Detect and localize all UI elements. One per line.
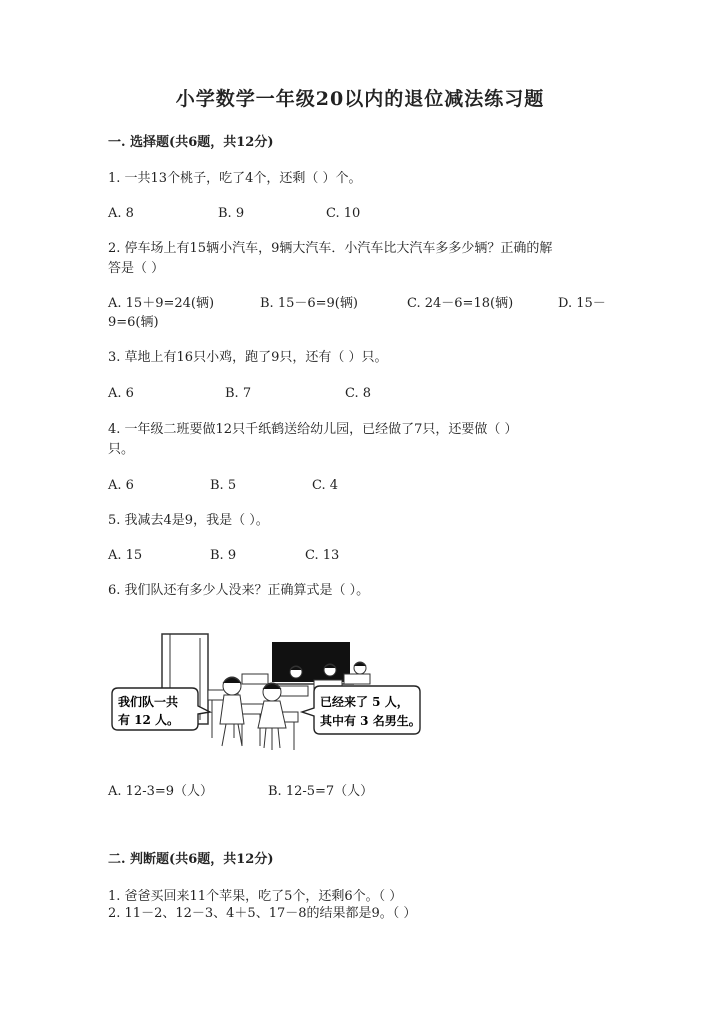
q5-option-c: C. 13	[305, 548, 340, 563]
q1-option-b: B. 9	[218, 206, 245, 221]
q1-option-c: C. 10	[326, 206, 361, 221]
bubble-left-line2: 有 12 人。	[118, 713, 180, 727]
q1-option-a: A. 8	[108, 206, 134, 221]
q4-option-a: A. 6	[108, 478, 134, 493]
q4-stem-line1: 4. 一年级二班要做12只千纸鹤送给幼儿园，已经做了7只，还要做（ ）	[108, 422, 518, 437]
q6-option-a: A. 12-3=9（人）	[108, 784, 214, 799]
q2-stem-line2: 答是（ ）	[108, 261, 165, 276]
q4-option-b: B. 5	[210, 478, 237, 493]
q6-option-b: B. 12-5=7（人）	[268, 784, 374, 799]
judge-q2: 2. 11－2、12－3、4＋5、17－8的结果都是9。（ ）	[108, 906, 417, 921]
bubble-left-line1: 我们队一共	[118, 695, 179, 709]
judge-q1: 1. 爸爸买回来11个苹果，吃了5个，还剩6个。（ ）	[108, 889, 403, 904]
q6-stem: 6. 我们队还有多少人没来？正确算式是（ ）。	[108, 583, 370, 598]
q5-option-a: A. 15	[108, 548, 143, 563]
q2-option-a: A. 15＋9=24(辆)	[108, 296, 215, 311]
q1-stem: 1. 一共13个桃子，吃了4个，还剩（ ）个。	[108, 171, 362, 186]
section1-heading: 一. 选择题(共6题，共12分)	[108, 135, 274, 150]
q2-option-d-wrap: 9=6(辆)	[108, 315, 159, 330]
q3-stem: 3. 草地上有16只小鸡，跑了9只，还有（ ）只。	[108, 350, 388, 365]
q4-stem-line2: 只。	[108, 442, 135, 457]
bubble-right-line2: 其中有 3 名男生。	[320, 714, 421, 728]
q2-option-d: D. 15－	[558, 296, 606, 311]
section2-heading: 二. 判断题(共6题，共12分)	[108, 852, 274, 867]
q5-stem: 5. 我减去4是9，我是（ ）。	[108, 513, 269, 528]
q5-option-b: B. 9	[210, 548, 237, 563]
q3-option-a: A. 6	[108, 386, 134, 401]
classroom-illustration	[108, 628, 428, 760]
bubble-right-line1: 已经来了 5 人，	[320, 695, 409, 709]
q2-option-c: C. 24－6=18(辆)	[407, 296, 514, 311]
q2-option-b: B. 15－6=9(辆)	[260, 296, 358, 311]
q3-option-b: B. 7	[225, 386, 252, 401]
q2-stem-line1: 2. 停车场上有15辆小汽车，9辆大汽车．小汽车比大汽车多多少辆？正确的解	[108, 241, 553, 256]
q4-option-c: C. 4	[312, 478, 339, 493]
q3-option-c: C. 8	[345, 386, 372, 401]
page-title: 小学数学一年级20以内的退位减法练习题	[175, 88, 545, 110]
